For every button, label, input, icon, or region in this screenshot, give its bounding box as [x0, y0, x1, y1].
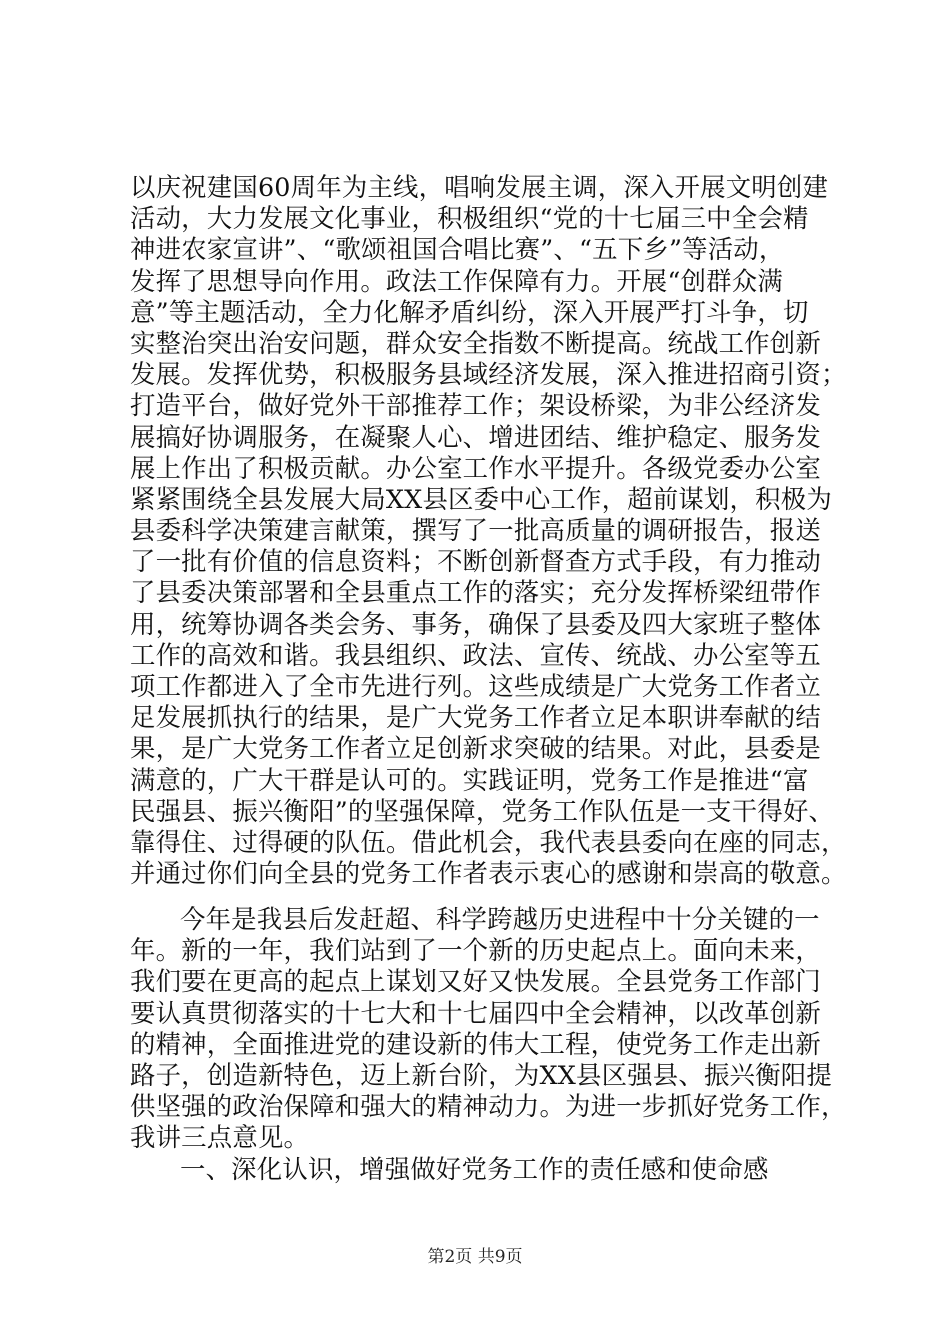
text-line: 紧紧围绕全县发展大局XX县区委中心工作，超前谋划，积极为	[130, 483, 832, 514]
text-line: 的精神，全面推进党的建设新的伟大工程，使党务工作走出新	[130, 1028, 821, 1059]
text-line: 神进农家宣讲”、“歌颂祖国合唱比赛”、“五下乡”等活动，	[130, 234, 785, 265]
page-footer	[0, 1242, 950, 1267]
text-line: 打造平台，做好党外干部推荐工作；架设桥梁，为非公经济发	[130, 390, 821, 421]
text-line: 要认真贯彻落实的十七大和十七届四中全会精神，以改革创新	[130, 997, 821, 1028]
text-line: 发挥了思想导向作用。政法工作保障有力。开展“创群众满	[130, 265, 783, 296]
text-line: 靠得住、过得硬的队伍。借此机会，我代表县委向在座的同志，	[130, 826, 847, 857]
text-line: 路子，创造新特色，迈上新台阶，为XX县区强县、振兴衡阳提	[130, 1059, 832, 1090]
text-line: 我们要在更高的起点上谋划又好又快发展。全县党务工作部门	[130, 966, 821, 997]
text-line: 意”等主题活动，全力化解矛盾纠纷，深入开展严打斗争，切	[130, 296, 809, 327]
text-line: 足发展抓执行的结果，是广大党务工作者立足本职讲奉献的结	[130, 702, 821, 733]
body-paragraph-2	[130, 904, 850, 1185]
page-number: 第2页 共9页	[427, 1247, 523, 1267]
text-line: 展上作出了积极贡献。办公室工作水平提升。各级党委办公室	[130, 452, 821, 483]
text-line: 供坚强的政治保障和强大的精神动力。为进一步抓好党务工作，	[130, 1091, 847, 1122]
text-line: 今年是我县后发赶超、科学跨越历史进程中十分关键的一	[180, 904, 820, 934]
text-line: 展搞好协调服务，在凝聚人心、增进团结、维护稳定、服务发	[130, 421, 821, 452]
text-line: 果，是广大党务工作者立足创新求突破的结果。对此，县委是	[130, 733, 821, 764]
text-line: 年。新的一年，我们站到了一个新的历史起点上。面向未来，	[130, 935, 821, 966]
text-line: 活动，大力发展文化事业，积极组织“党的十七届三中全会精	[130, 203, 809, 234]
text-line: 工作的高效和谐。我县组织、政法、宣传、统战、办公室等五	[130, 639, 821, 670]
text-line: 以庆祝建国60周年为主线，唱响发展主调，深入开展文明创建	[130, 172, 829, 202]
text-line: 满意的，广大干群是认可的。实践证明，党务工作是推进“富	[130, 764, 809, 795]
text-line: 发展。发挥优势，积极服务县域经济发展，深入推进招商引资；	[130, 359, 847, 390]
text-line: 我讲三点意见。	[130, 1122, 310, 1153]
text-line: 民强县、振兴衡阳”的坚强保障，党务工作队伍是一支干得好、	[130, 795, 835, 826]
section-heading: 一、深化认识，增强做好党务工作的责任感和使命感	[180, 1153, 769, 1184]
text-line: 并通过你们向全县的党务工作者表示衷心的感谢和崇高的敬意。	[130, 858, 847, 889]
text-line: 了一批有价值的信息资料；不断创新督查方式手段，有力推动	[130, 546, 821, 577]
text-line: 了县委决策部署和全县重点工作的落实；充分发挥桥梁纽带作	[130, 577, 821, 608]
body-paragraph-1	[130, 172, 850, 889]
text-line: 项工作都进入了全市先进行列。这些成绩是广大党务工作者立	[130, 671, 821, 701]
text-line: 用，统筹协调各类会务、事务，确保了县委及四大家班子整体	[130, 608, 821, 639]
text-line: 县委科学决策建言献策，撰写了一批高质量的调研报告，报送	[130, 515, 821, 546]
text-line: 实整治突出治安问题，群众安全指数不断提高。统战工作创新	[130, 327, 821, 358]
